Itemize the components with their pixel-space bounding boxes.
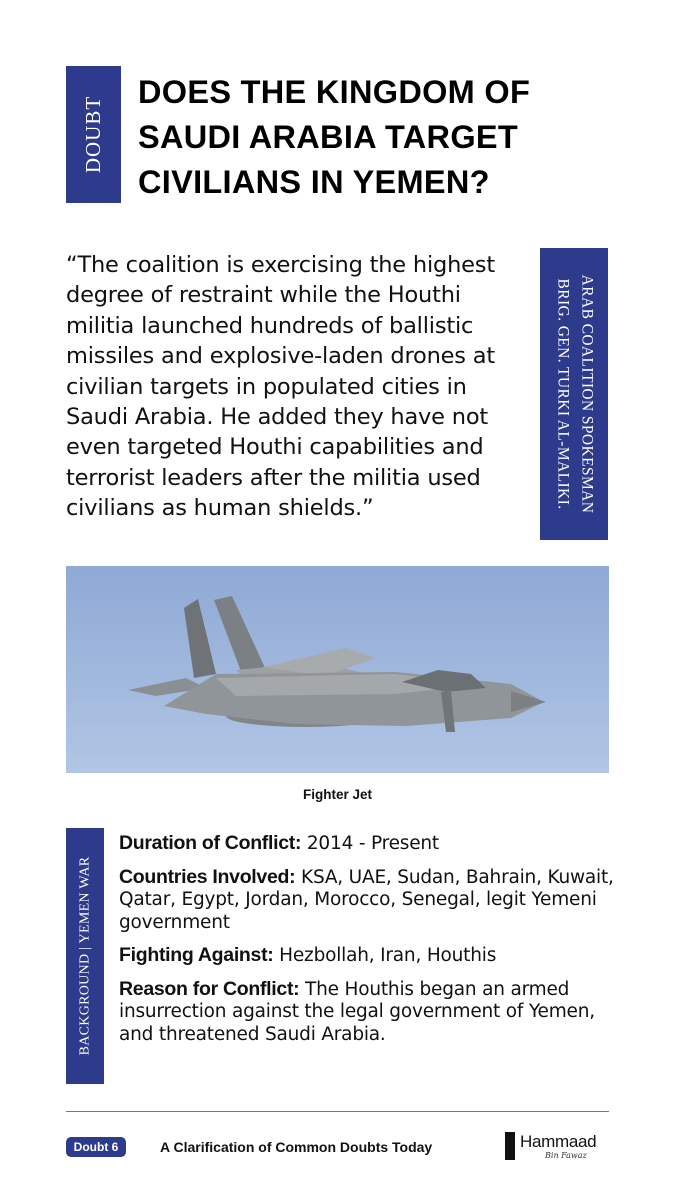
fact-duration — [119, 832, 619, 856]
fighter-jet-photo — [66, 566, 609, 773]
quote-text — [66, 250, 536, 524]
title-line: DOES THE KINGDOM OF — [138, 74, 531, 110]
quote-line: militia launched hundreds of ballistic — [66, 312, 474, 339]
page-title — [138, 70, 638, 205]
quote-line: degree of restraint while the Houthi — [66, 282, 461, 309]
logo-subtitle: Bin Fawaz — [545, 1151, 587, 1160]
background-tag-label: BACKGROUND | YEMEN WAR — [77, 856, 92, 1056]
quote-line: missiles and explosive-laden drones at — [66, 343, 495, 370]
fact-label: Duration of Conflict: — [119, 832, 302, 854]
speaker-tag — [540, 248, 608, 540]
doubt-number-badge: Doubt 6 — [66, 1137, 126, 1157]
quote-line: terrorist leaders after the militia used — [66, 464, 481, 491]
doubt-tag-label: DOUBT — [81, 95, 105, 174]
speaker-name: BRIG. GEN. TURKI AL-MALIKI. — [554, 278, 572, 510]
fact-reason — [119, 978, 619, 1047]
publisher-logo — [505, 1130, 610, 1164]
doubt-tag — [66, 66, 121, 203]
logo-name: Hammaad — [520, 1132, 597, 1151]
quote-line: even targeted Houthi capabilities and — [66, 434, 484, 461]
footer-series-title: A Clarification of Common Doubts Today — [160, 1139, 433, 1155]
logo-mark-icon — [505, 1132, 515, 1160]
facts-list — [119, 832, 619, 1056]
background-tag — [66, 828, 104, 1084]
fact-value: The Houthis began an armed insurrection against the legal government of Yemen, and threatened Saudi Arabia. — [119, 978, 595, 1045]
fact-countries — [119, 866, 619, 935]
image-caption: Fighter Jet — [302, 787, 372, 802]
fact-value: Hezbollah, Iran, Houthis — [273, 945, 497, 966]
fighter-jet-illustration — [66, 566, 609, 773]
footer-divider — [66, 1111, 609, 1112]
fact-fighting-against — [119, 944, 619, 968]
fact-label: Fighting Against: — [119, 944, 274, 966]
quote-line: civilians as human shields.” — [66, 495, 374, 522]
fact-label: Reason for Conflict: — [119, 977, 300, 1000]
speaker-title: ARAB COALITION SPOKESMAN — [578, 274, 596, 514]
fact-value: KSA, UAE, Sudan, Bahrain, Kuwait, Qatar, Egypt, Jordan, Morocco, Senegal, legit Yemeni government — [119, 866, 614, 933]
title-line: SAUDI ARABIA TARGET — [138, 119, 519, 155]
quote-line: “The coalition is exercising the highest — [66, 252, 495, 278]
quote-line: Saudi Arabia. He added they have not — [66, 404, 489, 431]
quote-line: civilian targets in populated cities in — [66, 373, 467, 400]
fact-label: Countries Involved: — [119, 865, 296, 888]
title-line: CIVILIANS IN YEMEN? — [138, 164, 490, 200]
fact-value: 2014 - Present — [301, 833, 439, 854]
